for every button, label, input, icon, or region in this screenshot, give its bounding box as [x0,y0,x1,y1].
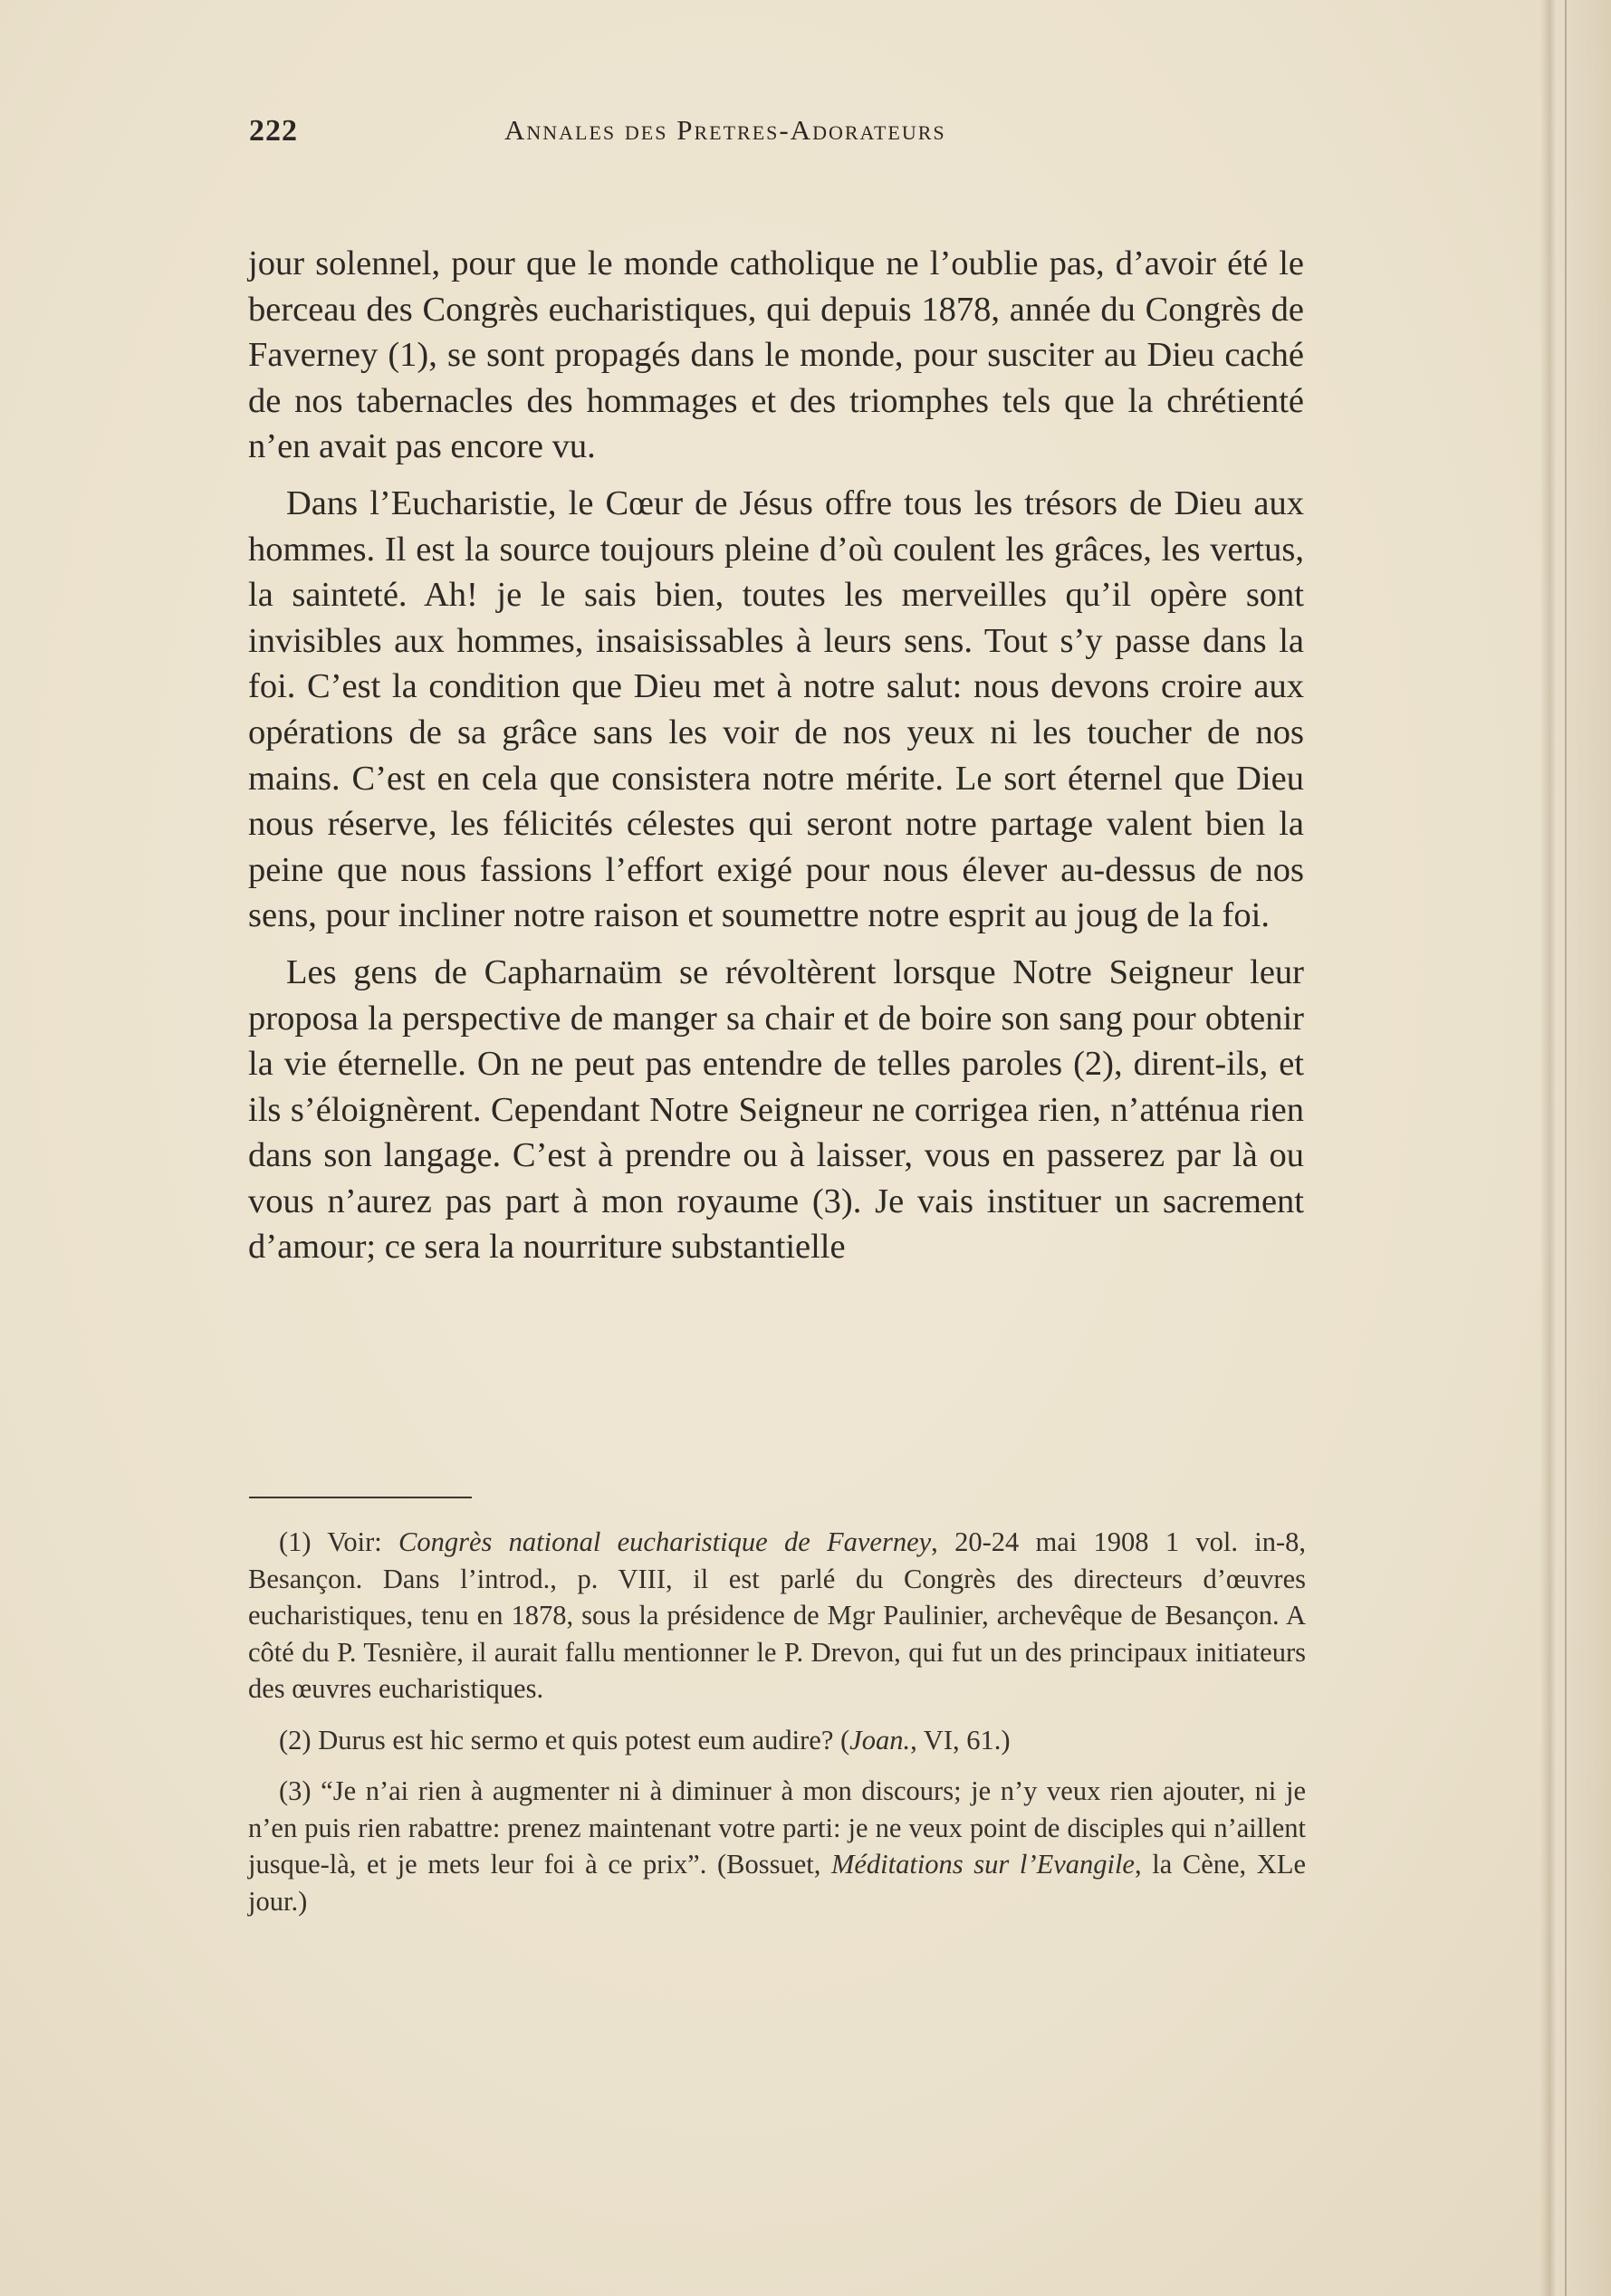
footnote-1 [248,1524,1306,1708]
footnote-text: , 20-24 mai 1908 1 vol. in-8, Besançon. Dans l’introd., p. VIII, il est parlé du Congrès des directeurs d’œuvres eucharistiques, tenu en 1878, sous la présidence de Mgr Paulinier, archevêque de Besançon. A côté du P. Tesnière, il aurait fallu mentionner le P. Drevon, qui fut un des principaux initiateurs des œuvres eucharistiques. [248,1526,1306,1704]
page-edge [1565,0,1567,2296]
paragraph: jour solennel, pour que le monde catholique ne l’oublie pas, d’avoir été le berceau des Congrès eucharistiques, qui depuis 1878, année du Congrès de Faverney (1), se sont propagés dans le monde, pour susciter au Dieu caché de nos tabernacles des hommages et des triomphes tels que la chrétienté n’en avait pas encore vu. [248,244,1304,466]
page-number: 222 [249,114,298,148]
footnote-text: , la Cène, XLe jour.) [248,1849,1306,1917]
footnote-3 [248,1773,1306,1919]
running-title: Annales des Pretres-Adorateurs [504,114,946,146]
footnote-title: Méditations sur l’Evangile [830,1849,1135,1880]
main-text [248,241,1304,1281]
footnote-text: (2) Durus est hic sermo et quis potest eum audire? ( [279,1724,850,1755]
paragraph: Dans l’Eucharistie, le Cœur de Jésus offre tous les trésors de Dieu aux hommes. Il est la source toujours pleine d’où coulent les grâces, les vertus, la sainteté. Ah! je le sais bien, toutes les merveilles qu’il opère sont invisibles aux hommes, insaisissables à leurs sens. Tout s’y passe dans la foi. C’est la condition que Dieu met à notre salut: nous devons croire aux opérations de sa grâce sans les voir de nos yeux ni les toucher de nos mains. C’est en cela que consistera notre mérite. Le sort éternel que Dieu nous réserve, les félicités célestes qui seront notre partage valent bien la peine que nous fassions l’effort exigé pour nous élever au-dessus de nos sens, pour incliner notre raison et soumettre notre esprit au joug de la foi. [248,483,1304,935]
footnote-text: (1) Voir: [279,1526,399,1557]
footnote-text: (3) “Je n’ai rien à augmenter ni à diminuer à mon discours; je n’y veux rien ajouter, ni je n’en puis rien rabattre: prenez maintenant votre parti: je ne veux point de disciples qui n’aillent jusque-là, et je mets leur foi à ce prix”. (Bossuet, [248,1775,1306,1880]
footnote-text: , VI, 61.) [910,1724,1011,1755]
footnote-2 [248,1722,1306,1759]
footnote-title: Congrès national eucharistique de Faverney [398,1526,932,1557]
footnotes [248,1524,1306,1934]
footnote-rule [249,1497,472,1498]
running-head [249,114,1309,154]
paragraph: Les gens de Capharnaüm se révoltèrent lorsque Notre Seigneur leur proposa la perspective de manger sa chair et de boire son sang pour obtenir la vie éternelle. On ne peut pas entendre de telles paroles (2), dirent-ils, et ils s’éloignèrent. Cependant Notre Seigneur ne corrigea rien, n’atténua rien dans son langage. C’est à prendre ou à laisser, vous en passerez par là ou vous n’aurez pas part à mon royaume (3). Je vais instituer un sacrement d’amour; ce sera la nourriture substantielle [248,952,1304,1267]
footnote-reference: Joan. [849,1724,911,1755]
